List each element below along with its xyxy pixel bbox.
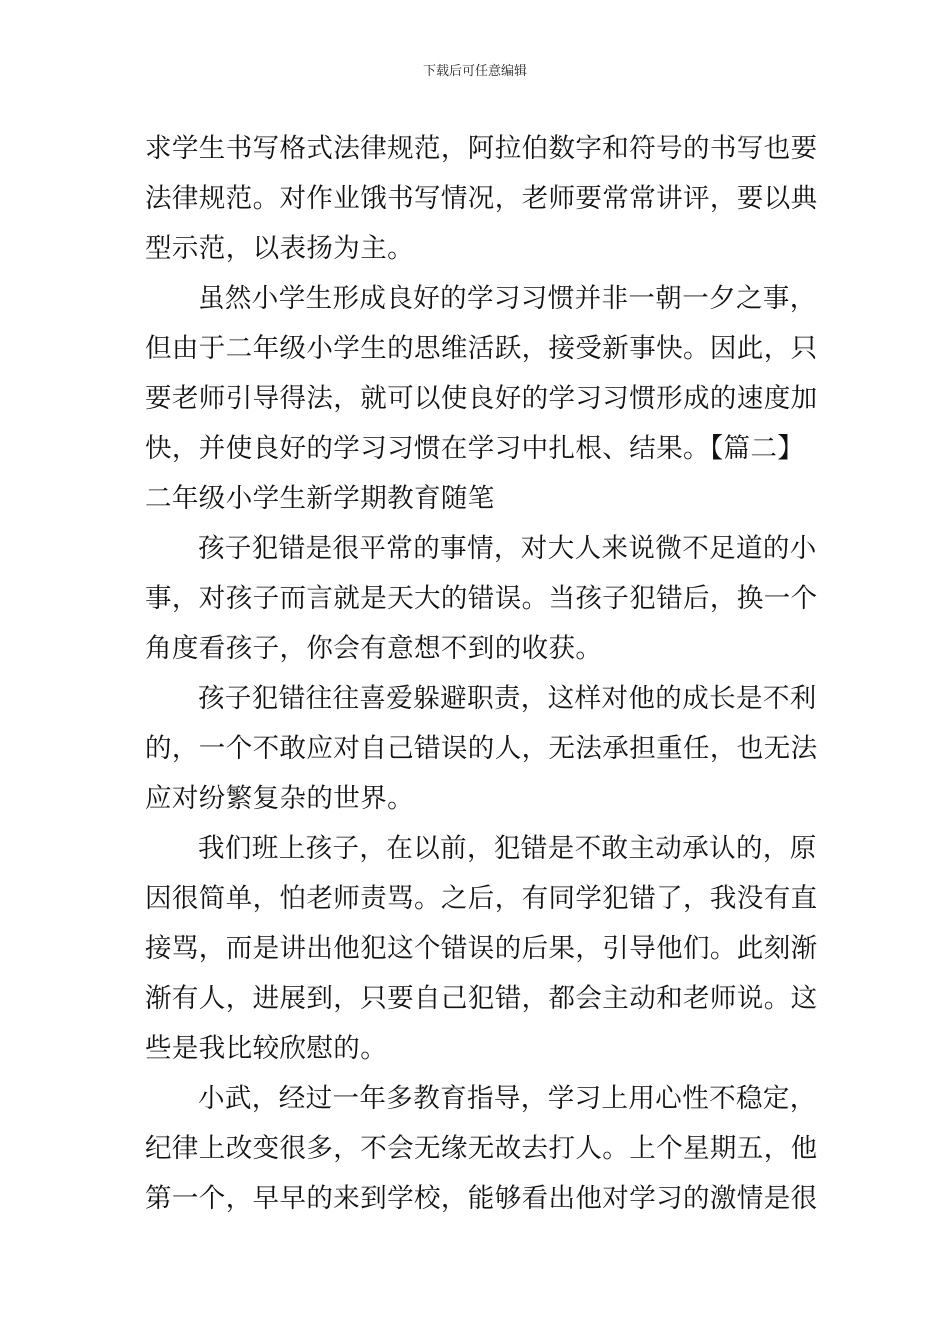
section-title-line: 二年级小学生新学期教育随笔	[145, 483, 495, 514]
text-line: 孩子犯错是很平常的事情，对大人来说微不足道的小	[198, 533, 817, 564]
text-line: 小武，经过一年多教育指导，学习上用心性不稳定，	[198, 1083, 817, 1114]
text-line: 些是我比较欣慰的。	[145, 1033, 388, 1064]
text-line: 角度看孩子，你会有意想不到的收获。	[145, 633, 603, 664]
text-line: 第一个，早早的来到学校，能够看出他对学习的激情是很	[145, 1183, 818, 1214]
text-line: 虽然小学生形成良好的学习习惯并非一朝一夕之事，	[198, 283, 817, 314]
text-line: 纪律上改变很多，不会无缘无故去打人。上个星期五，他	[145, 1133, 818, 1164]
text-line: 渐有人，进展到，只要自己犯错，都会主动和老师说。这	[145, 983, 818, 1014]
text-line: 事，对孩子而言就是天大的错误。当孩子犯错后，换一个	[145, 583, 818, 614]
text-line: 孩子犯错往往喜爱躲避职责，这样对他的成长是不利	[198, 683, 817, 714]
text-line: 但由于二年级小学生的思维活跃，接受新事快。因此，只	[145, 333, 818, 364]
document-body	[145, 124, 818, 1224]
text-line: 法律规范。对作业饿书写情况，老师要常常讲评，要以典	[145, 183, 818, 214]
text-line: 要老师引导得法，就可以使良好的学习习惯形成的速度加	[145, 383, 818, 414]
text-line: 应对纷繁复杂的世界。	[145, 783, 414, 814]
text-line: 快，并使良好的学习习惯在学习中扎根、结果。【篇二】	[145, 433, 805, 464]
text-line: 接骂，而是讲出他犯这个错误的后果，引导他们。此刻渐	[145, 933, 818, 964]
page-header-note: 下载后可任意编辑	[422, 64, 527, 79]
text-line: 的，一个不敢应对自己错误的人，无法承担重任，也无法	[145, 733, 818, 764]
text-line: 求学生书写格式法律规范，阿拉伯数字和符号的书写也要	[145, 133, 818, 164]
text-line: 因很简单，怕老师责骂。之后，有同学犯错了，我没有直	[145, 883, 818, 914]
text-line: 我们班上孩子，在以前，犯错是不敢主动承认的，原	[198, 833, 817, 864]
text-line: 型示范，以表扬为主。	[145, 233, 414, 264]
